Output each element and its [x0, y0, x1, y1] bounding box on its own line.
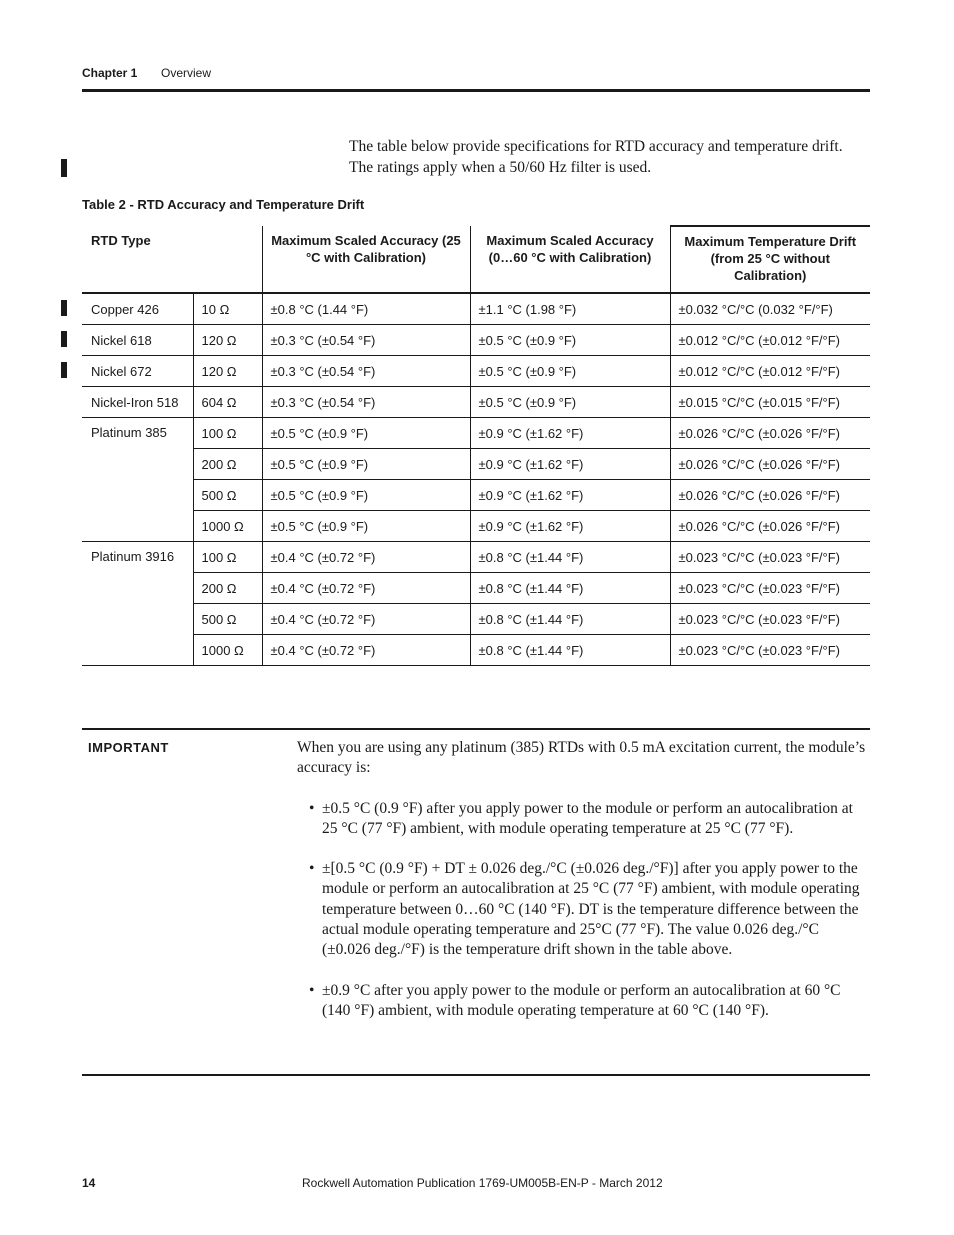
cell-accuracy-25: ±0.3 °C (±0.54 °F) — [262, 325, 470, 356]
section-label: Overview — [161, 66, 212, 80]
cell-temperature-drift: ±0.026 °C/°C (±0.026 °F/°F) — [670, 480, 870, 511]
cell-accuracy-0-60: ±0.9 °C (±1.62 °F) — [470, 480, 670, 511]
cell-temperature-drift: ±0.015 °C/°C (±0.015 °F/°F) — [670, 387, 870, 418]
cell-rtd-type: Nickel-Iron 518 — [82, 387, 193, 418]
column-header-temperature-drift: Maximum Temperature Drift (from 25 °C without Calibration) — [670, 226, 870, 293]
cell-accuracy-25: ±0.5 °C (±0.9 °F) — [262, 449, 470, 480]
cell-accuracy-25: ±0.3 °C (±0.54 °F) — [262, 356, 470, 387]
cell-accuracy-0-60: ±1.1 °C (1.98 °F) — [470, 293, 670, 325]
table-row — [82, 573, 870, 604]
cell-accuracy-25: ±0.4 °C (±0.72 °F) — [262, 573, 470, 604]
bullet-text: ±0.5 °C (0.9 °F) after you apply power to the module or perform an autocalibration at 25 °C (77 °F) ambient, with module operating temperature at 25 °C (77 °F). — [322, 799, 853, 837]
column-header-accuracy-25: Maximum Scaled Accuracy (25 °C with Calibration) — [262, 226, 470, 293]
table-caption: Table 2 - RTD Accuracy and Temperature Drift — [82, 197, 365, 212]
important-intro: When you are using any platinum (385) RTDs with 0.5 mA excitation current, the module’s accuracy is: — [297, 739, 866, 777]
cell-accuracy-0-60: ±0.5 °C (±0.9 °F) — [470, 356, 670, 387]
column-header-accuracy-0-60: Maximum Scaled Accuracy (0…60 °C with Calibration) — [470, 226, 670, 293]
table-row — [82, 356, 870, 387]
bullet-text: ±0.9 °C after you apply power to the module or perform an autocalibration at 60 °C (140 °F) ambient, with module operating temperature at 60 °C (140 °F). — [322, 981, 841, 1019]
cell-temperature-drift: ±0.032 °C/°C (0.032 °F/°F) — [670, 293, 870, 325]
cell-temperature-drift: ±0.023 °C/°C (±0.023 °F/°F) — [670, 604, 870, 635]
header-rule — [82, 89, 870, 92]
table-row — [82, 387, 870, 418]
table-row — [82, 449, 870, 480]
cell-resistance: 100 Ω — [193, 418, 262, 449]
cell-accuracy-25: ±0.4 °C (±0.72 °F) — [262, 604, 470, 635]
bullet-icon: • — [309, 860, 315, 878]
cell-accuracy-0-60: ±0.8 °C (±1.44 °F) — [470, 542, 670, 573]
cell-temperature-drift: ±0.012 °C/°C (±0.012 °F/°F) — [670, 356, 870, 387]
cell-accuracy-0-60: ±0.5 °C (±0.9 °F) — [470, 387, 670, 418]
bullet-icon: • — [309, 799, 315, 817]
cell-rtd-type: Platinum 3916 — [82, 542, 193, 666]
cell-resistance: 200 Ω — [193, 573, 262, 604]
cell-temperature-drift: ±0.023 °C/°C (±0.023 °F/°F) — [670, 542, 870, 573]
cell-resistance: 200 Ω — [193, 449, 262, 480]
change-bar — [61, 362, 67, 378]
bullet-text: ±[0.5 °C (0.9 °F) + DT ± 0.026 deg./°C (±0.026 deg./°F)] after you apply power to the module or perform an autocalibration at 25 °C (77 °F) ambient, with module operating temperature between 0…60 °C (140 °F). DT is the temperature difference between the actual module operating temperature and 25°C (77 °F). The value 0.026 deg./°C (±0.026 deg./°F) is the temperature drift shown in the table above. — [322, 860, 860, 959]
cell-resistance: 1000 Ω — [193, 511, 262, 542]
table-row — [82, 293, 870, 325]
change-bar — [61, 331, 67, 347]
cell-accuracy-25: ±0.5 °C (±0.9 °F) — [262, 480, 470, 511]
cell-rtd-type: Nickel 672 — [82, 356, 193, 387]
chapter-label: Chapter 1 — [82, 66, 138, 80]
cell-temperature-drift: ±0.026 °C/°C (±0.026 °F/°F) — [670, 511, 870, 542]
cell-temperature-drift: ±0.023 °C/°C (±0.023 °F/°F) — [670, 635, 870, 666]
table-row — [82, 418, 870, 449]
cell-accuracy-25: ±0.4 °C (±0.72 °F) — [262, 542, 470, 573]
page-number: 14 — [82, 1176, 96, 1190]
cell-accuracy-0-60: ±0.5 °C (±0.9 °F) — [470, 325, 670, 356]
important-bottom-rule — [82, 1074, 870, 1076]
table-row — [82, 604, 870, 635]
cell-temperature-drift: ±0.023 °C/°C (±0.023 °F/°F) — [670, 573, 870, 604]
table-row — [82, 480, 870, 511]
cell-accuracy-25: ±0.4 °C (±0.72 °F) — [262, 635, 470, 666]
cell-accuracy-0-60: ±0.8 °C (±1.44 °F) — [470, 573, 670, 604]
cell-rtd-type: Nickel 618 — [82, 325, 193, 356]
cell-resistance: 10 Ω — [193, 293, 262, 325]
important-body — [297, 738, 867, 1041]
cell-rtd-type: Platinum 385 — [82, 418, 193, 542]
column-header-rtd-type: RTD Type — [82, 226, 262, 293]
intro-paragraph: The table below provide specifications for RTD accuracy and temperature drift. The ratings apply when a 50/60 Hz filter is used. — [349, 138, 843, 176]
cell-resistance: 1000 Ω — [193, 635, 262, 666]
table-row — [82, 511, 870, 542]
bullet-icon: • — [309, 981, 315, 999]
cell-temperature-drift: ±0.026 °C/°C (±0.026 °F/°F) — [670, 418, 870, 449]
important-bullet-list — [297, 799, 867, 1022]
cell-resistance: 604 Ω — [193, 387, 262, 418]
important-label: IMPORTANT — [88, 740, 169, 755]
table-row — [82, 635, 870, 666]
cell-accuracy-0-60: ±0.9 °C (±1.62 °F) — [470, 449, 670, 480]
cell-accuracy-0-60: ±0.9 °C (±1.62 °F) — [470, 511, 670, 542]
cell-accuracy-0-60: ±0.8 °C (±1.44 °F) — [470, 604, 670, 635]
cell-accuracy-0-60: ±0.9 °C (±1.62 °F) — [470, 418, 670, 449]
cell-accuracy-25: ±0.5 °C (±0.9 °F) — [262, 418, 470, 449]
cell-resistance: 100 Ω — [193, 542, 262, 573]
table-header-row — [82, 226, 870, 293]
publication-info: Rockwell Automation Publication 1769-UM005B-EN-P - March 2012 — [302, 1176, 663, 1190]
cell-resistance: 500 Ω — [193, 480, 262, 511]
change-bar — [61, 300, 67, 316]
table-row — [82, 542, 870, 573]
cell-temperature-drift: ±0.012 °C/°C (±0.012 °F/°F) — [670, 325, 870, 356]
cell-resistance: 120 Ω — [193, 356, 262, 387]
table-row — [82, 325, 870, 356]
change-bar — [61, 159, 67, 177]
cell-rtd-type: Copper 426 — [82, 293, 193, 325]
rtd-accuracy-table — [82, 225, 870, 666]
list-item — [297, 981, 867, 1022]
cell-temperature-drift: ±0.026 °C/°C (±0.026 °F/°F) — [670, 449, 870, 480]
cell-accuracy-25: ±0.5 °C (±0.9 °F) — [262, 511, 470, 542]
table-body — [82, 293, 870, 666]
cell-resistance: 120 Ω — [193, 325, 262, 356]
cell-accuracy-25: ±0.3 °C (±0.54 °F) — [262, 387, 470, 418]
list-item — [297, 799, 867, 840]
cell-accuracy-0-60: ±0.8 °C (±1.44 °F) — [470, 635, 670, 666]
important-top-rule — [82, 728, 870, 730]
cell-accuracy-25: ±0.8 °C (1.44 °F) — [262, 293, 470, 325]
cell-resistance: 500 Ω — [193, 604, 262, 635]
list-item — [297, 859, 867, 960]
